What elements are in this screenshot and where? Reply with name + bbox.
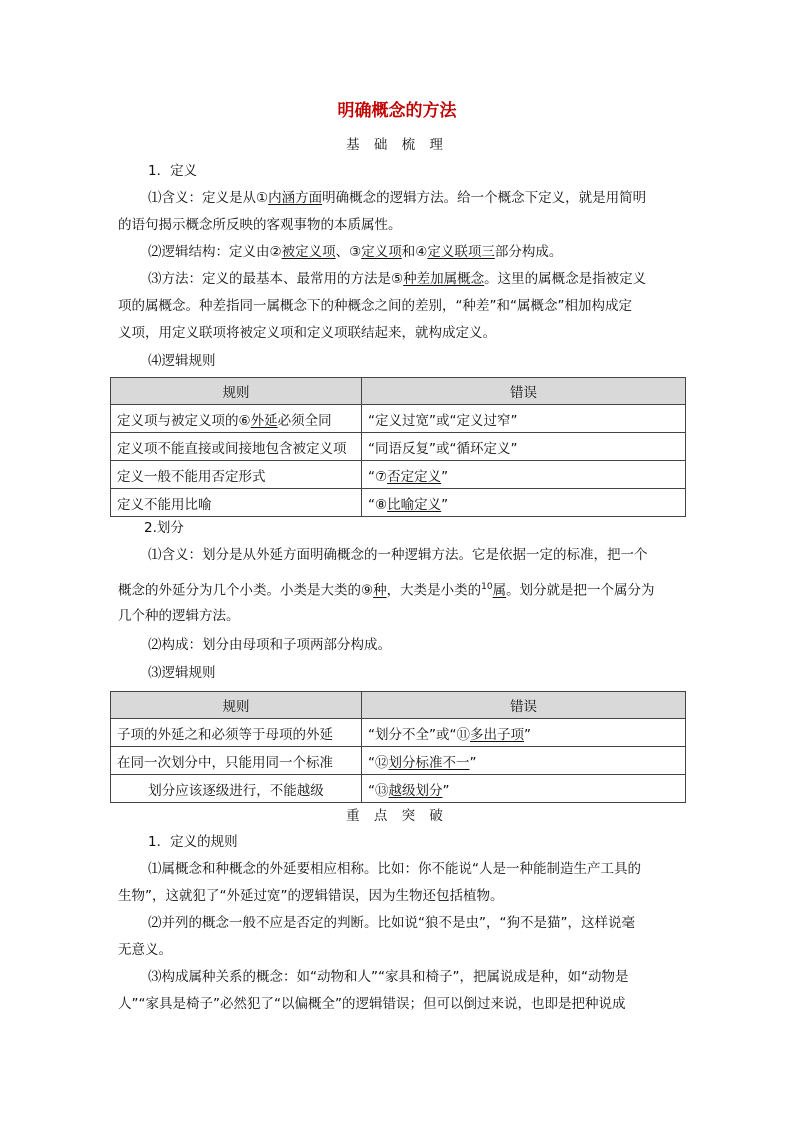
text-span: “⑬	[368, 782, 389, 799]
rule-cell	[111, 461, 362, 489]
division-structure: ⑵构成：划分由母项和子项两部分构成。	[148, 637, 391, 653]
division-rules-heading: ⑶逻辑规则	[148, 665, 216, 681]
answer-7: 否定定义	[387, 468, 442, 485]
text-span: ⑶方法：定义的最基本、最常用的方法是⑤	[148, 271, 404, 287]
text-span: ”	[441, 496, 449, 513]
table-header-row	[111, 692, 686, 719]
definition-rules-table	[110, 377, 686, 517]
text-span: ”	[442, 782, 450, 799]
key-paragraph-2-line2: 无意义。	[118, 942, 172, 958]
rule-cell: 在同一次划分中，只能用同一个标准	[111, 747, 362, 775]
answer-5: 种差加属概念	[403, 271, 485, 287]
answer-8: 比喻定义	[387, 496, 442, 513]
text-span: ”	[469, 754, 477, 771]
division-meaning-line2	[118, 574, 688, 605]
text-span: 。划分就是把一个属分为	[506, 582, 655, 599]
key-paragraph-1-line2: 生物”，这就犯了“外延过宽”的逻辑错误，因为生物还包括植物。	[118, 888, 504, 904]
text-span: ”	[523, 726, 531, 743]
division-meaning-line1: ⑴含义：划分是从外延方面明确概念的一种逻辑方法。它是依据一定的标准，把一个	[148, 547, 648, 563]
rule-cell: 子项的外延之和必须等于母项的外延	[111, 719, 362, 747]
definition-method-line1	[148, 266, 688, 293]
key-paragraph-3-line2: 人”“家具是椅子”必然犯了“以偏概全”的逻辑错误；但可以倒过来说，也即是把种说成	[118, 996, 626, 1012]
answer-2: 被定义项	[281, 244, 336, 260]
text-span: 必须全同	[277, 412, 332, 429]
error-cell	[362, 489, 686, 517]
text-span: ”	[441, 468, 449, 485]
error-cell	[362, 405, 686, 433]
rule-cell	[111, 489, 362, 517]
text-span: 定义项与被定义项的⑥	[117, 412, 251, 429]
text-span: “同语反复”或“循环定义”	[368, 440, 518, 457]
column-header-rule: 规则	[111, 378, 362, 405]
text-span: “定义过宽”或“定义过窄”	[368, 412, 518, 429]
definition-meaning-line2: 的语句揭示概念所反映的客观事物的本质属性。	[118, 217, 402, 233]
answer-9: 种	[373, 582, 387, 599]
text-span: ，大类是小类的	[386, 582, 482, 599]
answer-10-number: 10	[481, 582, 493, 592]
text-span: “划分不全”或“⑪	[368, 726, 470, 743]
definition-structure	[148, 239, 688, 266]
text-span: “⑫	[368, 754, 389, 771]
key-paragraph-1-line1: ⑴属概念和种概念的外延要相应相称。比如：你不能说“人是一种能制造生产工具的	[148, 861, 641, 877]
text-span: “⑦	[368, 468, 388, 485]
definition-method-line3: 义项，用定义联项将被定义项和定义项联结起来，就构成定义。	[118, 325, 496, 341]
text-span: 部分构成。	[494, 244, 563, 260]
rule-cell: 划分应该逐级进行，不能越级	[111, 775, 362, 803]
column-header-error: 错误	[362, 378, 686, 405]
text-span: 定义不能用比喻	[117, 496, 212, 513]
error-cell	[362, 433, 686, 461]
text-span: 、③	[335, 244, 362, 260]
text-span: “⑧	[368, 496, 388, 513]
error-cell	[362, 461, 686, 489]
answer-6: 外延	[250, 412, 278, 429]
error-cell	[362, 747, 686, 775]
table-row	[111, 489, 686, 517]
table-row	[111, 433, 686, 461]
key-rules-heading: 1．定义的规则	[148, 834, 238, 850]
table-row	[111, 747, 686, 775]
table-row	[111, 461, 686, 489]
column-header-error: 错误	[362, 692, 686, 719]
answer-11: 多出子项	[469, 726, 524, 743]
answer-3: 定义项	[361, 244, 402, 260]
table-header-row	[111, 378, 686, 405]
text-span: 和④	[401, 244, 428, 260]
answer-10: 属	[492, 582, 507, 599]
answer-13: 越级划分	[388, 782, 443, 799]
section-heading-basics: 基 础 梳 理	[346, 137, 448, 153]
answer-1: 内涵方面	[268, 190, 323, 206]
text-span: 定义项不能直接或间接地包含被定义项	[117, 440, 347, 457]
text-span: 定义一般不能用否定形式	[117, 468, 266, 485]
answer-4: 定义联项三	[427, 244, 495, 260]
definition-method-line2: 项的属概念。种差指同一属概念下的种概念之间的差别，“种差”和“属概念”相加构成定	[118, 298, 632, 314]
error-cell	[362, 719, 686, 747]
key-paragraph-2-line1: ⑵并列的概念一般不应是否定的判断。比如说“狼不是虫”，“狗不是猫”，这样说毫	[148, 915, 635, 931]
definition-rules-heading: ⑷逻辑规则	[148, 353, 216, 369]
table-row	[111, 775, 686, 803]
rule-cell	[111, 405, 362, 433]
error-cell	[362, 775, 686, 803]
column-header-rule: 规则	[111, 692, 362, 719]
page-title: 明确概念的方法	[337, 101, 457, 121]
definition-heading: 1．定义	[148, 163, 198, 179]
answer-12: 划分标准不一	[388, 754, 470, 771]
definition-meaning-line1	[148, 185, 688, 212]
text-span: 。这里的属概念是指被定义	[484, 271, 647, 287]
section-heading-key-points: 重 点 突 破	[346, 808, 448, 824]
division-meaning-line3: 几个种的逻辑方法。	[118, 608, 240, 624]
key-paragraph-3-line1: ⑶构成属种关系的概念：如“动物和人”“家具和椅子”，把属说成是种，如“动物是	[148, 969, 629, 985]
text-span: ⑵逻辑结构：定义由②	[148, 244, 282, 260]
table-row	[111, 405, 686, 433]
table-row	[111, 719, 686, 747]
text-span: 概念的外延分为几个小类。小类是大类的⑨	[118, 582, 374, 599]
text-span: ⑴含义：定义是从①	[148, 190, 269, 206]
text-span: 明确概念的逻辑方法。给一个概念下定义，就是用简明	[322, 190, 647, 206]
division-heading: 2.划分	[144, 520, 184, 536]
rule-cell	[111, 433, 362, 461]
division-rules-table	[110, 691, 686, 803]
